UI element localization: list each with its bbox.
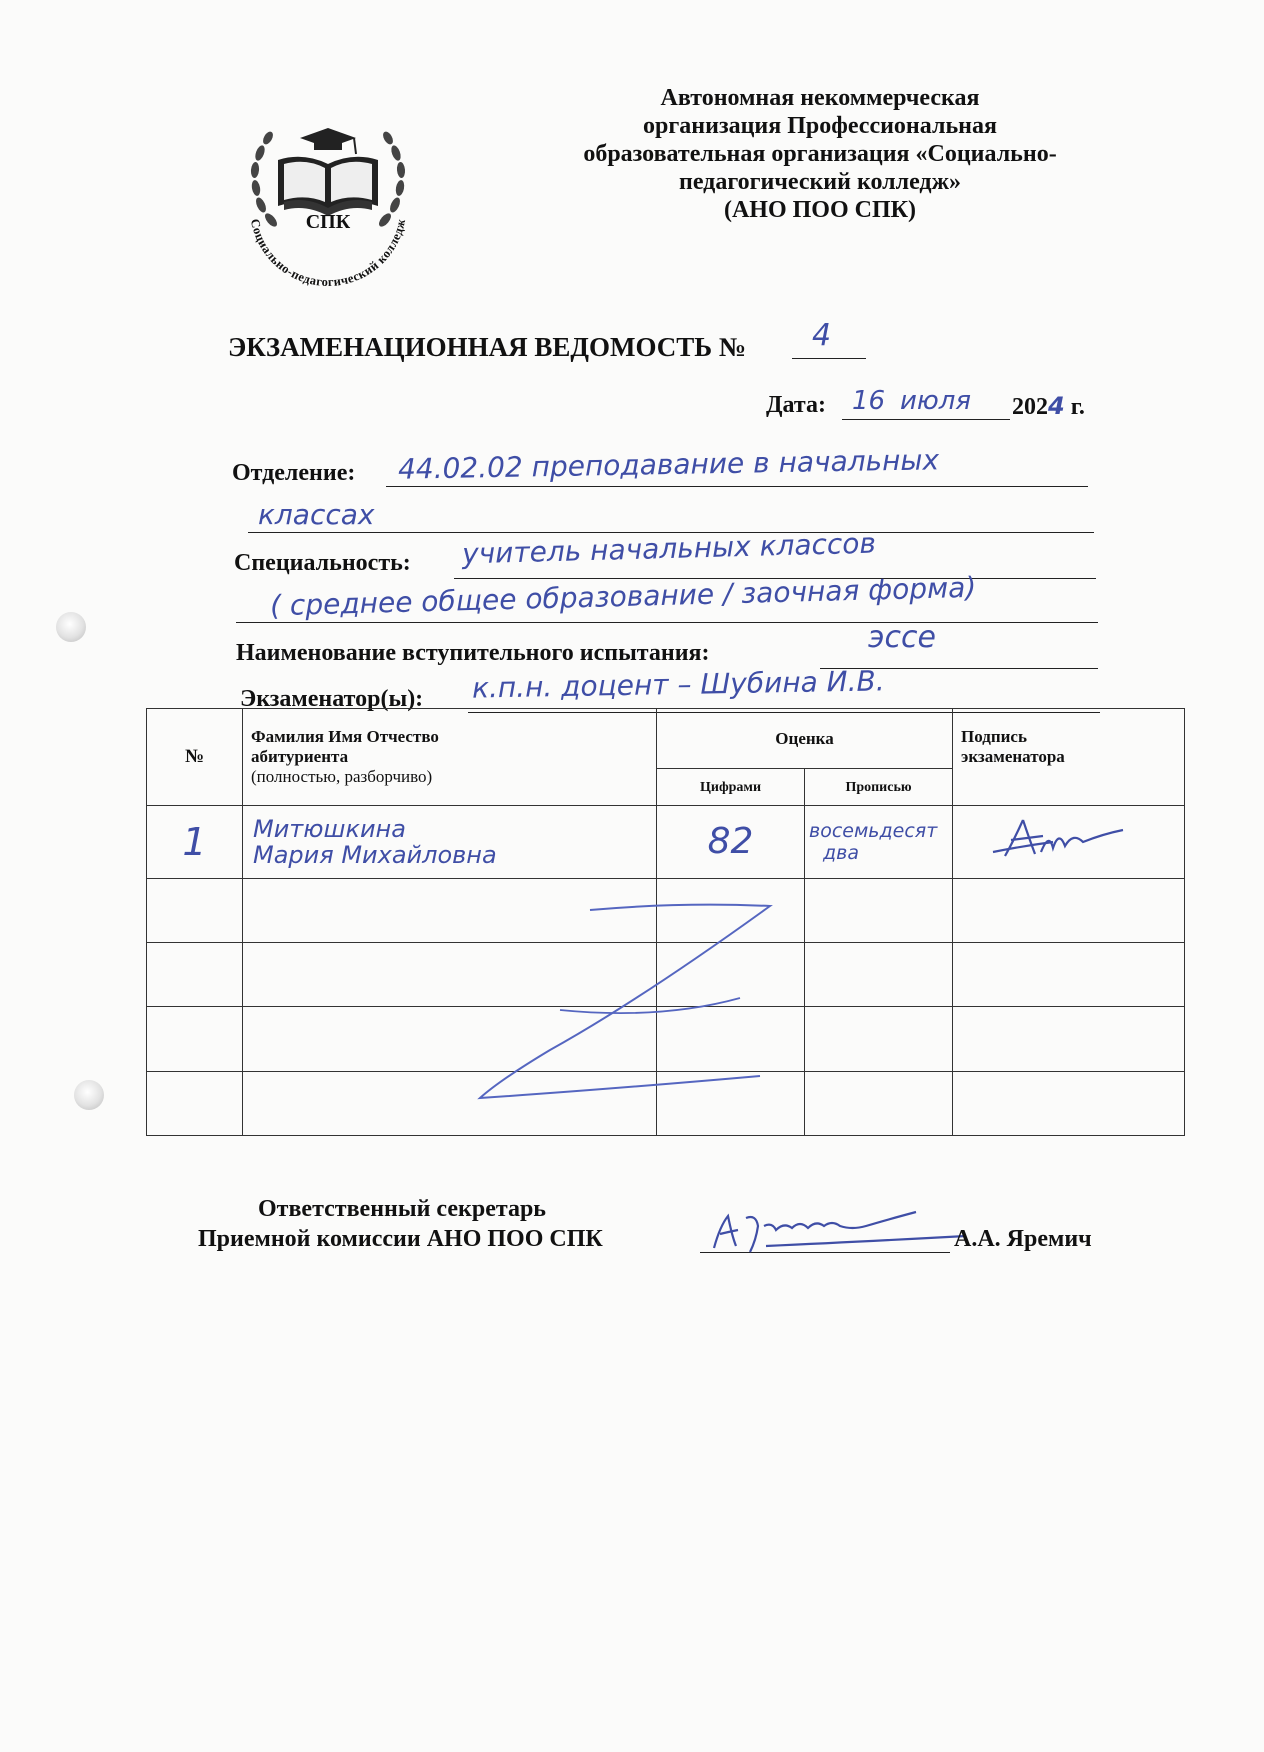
specialty-line-2 bbox=[236, 622, 1098, 623]
secretary-signature-icon bbox=[706, 1196, 976, 1256]
row-name: Митюшкина Мария Михайловна bbox=[243, 805, 657, 878]
title-label: ЭКЗАМЕНАЦИОННАЯ ВЕДОМОСТЬ № bbox=[228, 332, 747, 362]
logo-abbr: СПК bbox=[305, 211, 351, 233]
org-line-5: (АНО ПОО СПК) bbox=[723, 197, 917, 223]
date-label: Дата: bbox=[766, 392, 826, 418]
graduation-cap-icon bbox=[300, 128, 356, 154]
date-year-digit: 4 bbox=[1048, 392, 1065, 420]
examiner-signature-icon bbox=[983, 812, 1133, 862]
table-row bbox=[147, 805, 1185, 878]
exam-name-label bbox=[236, 640, 710, 667]
date-line bbox=[842, 419, 1010, 420]
specialty-value-2: ( среднее общее образование / заочная форма) bbox=[269, 570, 977, 623]
department-value-2: классах bbox=[258, 498, 375, 531]
document-title bbox=[228, 332, 746, 363]
sheet-number: 4 bbox=[812, 318, 832, 353]
exam-name-value: эссе bbox=[868, 620, 936, 655]
header-signature: Подпись экзаменатора bbox=[953, 709, 1185, 806]
date-year bbox=[1012, 392, 1085, 421]
date-suffix: г. bbox=[1070, 394, 1085, 420]
org-line-1: Автономная некоммерческая bbox=[660, 85, 980, 111]
secretary-name: А.А. Яремич bbox=[954, 1226, 1092, 1252]
header-grade-digits: Цифрами bbox=[657, 769, 805, 805]
date-year-prefix: 202 bbox=[1012, 394, 1048, 420]
header-num: № bbox=[147, 709, 243, 806]
row-signature bbox=[953, 805, 1185, 878]
examiner-value: к.п.н. доцент – Шубина И.В. bbox=[471, 664, 885, 705]
department-line-1 bbox=[386, 486, 1088, 487]
org-line-2: организация Профессиональная bbox=[643, 113, 997, 139]
header-grade-words: Прописью bbox=[805, 769, 953, 805]
footer-title-line-2: Приемной комиссии АНО ПОО СПК bbox=[198, 1226, 603, 1252]
specialty-label: Специальность: bbox=[234, 550, 411, 576]
department-value-1: 44.02.02 преподавание в начальных bbox=[397, 443, 940, 486]
header-name: Фамилия Имя Отчество абитуриента (полностью, разборчиво) bbox=[243, 709, 657, 806]
row-num: 1 bbox=[147, 805, 243, 878]
punch-hole bbox=[74, 1080, 104, 1110]
book-icon bbox=[278, 157, 378, 216]
footer-title-line-1: Ответственный секретарь bbox=[258, 1196, 546, 1222]
department-label: Отделение: bbox=[232, 460, 356, 486]
org-line-3: образовательная организация «Социально- bbox=[583, 141, 1057, 167]
college-logo bbox=[228, 98, 428, 288]
organization-header bbox=[520, 84, 1120, 224]
header-grade: Оценка bbox=[657, 709, 953, 769]
strikethrough-z-mark bbox=[440, 880, 800, 1110]
specialty-value-1: учитель начальных классов bbox=[461, 526, 877, 571]
punch-hole bbox=[56, 612, 86, 642]
row-words: восемьдесят два bbox=[805, 805, 953, 878]
exam-name-label-text: Наименование вступительного испытания: bbox=[236, 640, 710, 666]
row-digits: 82 bbox=[657, 805, 805, 878]
date-day: 16 bbox=[852, 386, 886, 416]
org-line-4: педагогический колледж» bbox=[679, 169, 961, 195]
logo-ring-text: Социально-педагогический колледж bbox=[247, 217, 409, 288]
examiner-label: Экзаменатор(ы): bbox=[240, 686, 424, 712]
date-month: июля bbox=[900, 386, 972, 416]
title-number-line bbox=[792, 358, 866, 359]
